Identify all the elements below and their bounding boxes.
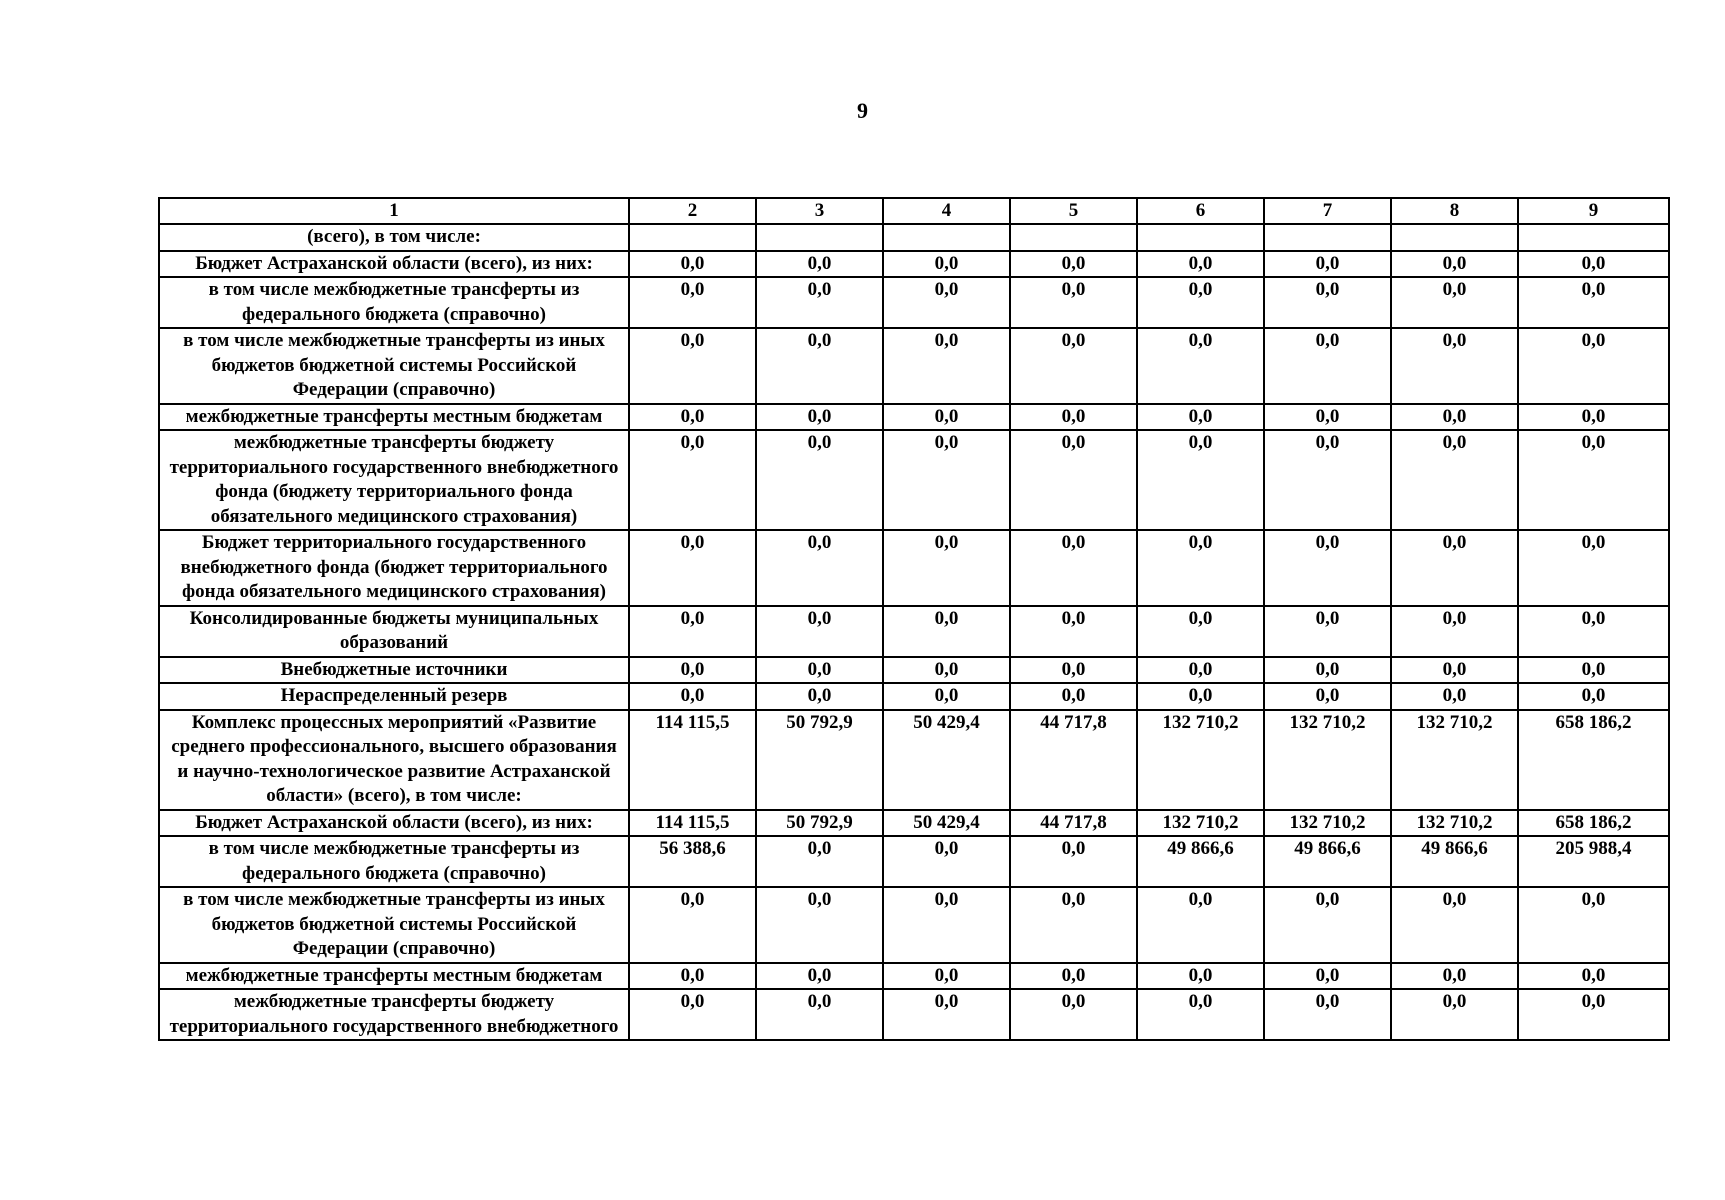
table-row bbox=[159, 404, 1669, 431]
value-cell: 205 988,4 bbox=[1518, 836, 1669, 887]
header-cell: 9 bbox=[1518, 198, 1669, 224]
value-cell: 0,0 bbox=[629, 606, 756, 657]
value-cell: 0,0 bbox=[1518, 404, 1669, 431]
value-cell: 50 429,4 bbox=[883, 810, 1010, 837]
value-cell: 0,0 bbox=[883, 989, 1010, 1040]
value-cell: 0,0 bbox=[883, 657, 1010, 684]
value-cell: 0,0 bbox=[629, 683, 756, 710]
header-cell: 6 bbox=[1137, 198, 1264, 224]
value-cell: 44 717,8 bbox=[1010, 810, 1137, 837]
value-cell: 0,0 bbox=[1010, 430, 1137, 530]
table-row bbox=[159, 430, 1669, 530]
row-label: Нераспределенный резерв bbox=[159, 683, 629, 710]
row-label: Бюджет Астраханской области (всего), из них: bbox=[159, 810, 629, 837]
header-cell: 3 bbox=[756, 198, 883, 224]
table-row bbox=[159, 683, 1669, 710]
value-cell: 0,0 bbox=[629, 404, 756, 431]
table-body bbox=[159, 224, 1669, 1040]
value-cell: 0,0 bbox=[1391, 989, 1518, 1040]
value-cell: 0,0 bbox=[1518, 328, 1669, 404]
table-row bbox=[159, 530, 1669, 606]
value-cell: 0,0 bbox=[1137, 530, 1264, 606]
row-label: Бюджет Астраханской области (всего), из них: bbox=[159, 251, 629, 278]
value-cell: 0,0 bbox=[1391, 404, 1518, 431]
value-cell: 0,0 bbox=[756, 328, 883, 404]
value-cell: 44 717,8 bbox=[1010, 710, 1137, 810]
value-cell: 0,0 bbox=[1264, 887, 1391, 963]
table-row bbox=[159, 657, 1669, 684]
row-label: Консолидированные бюджеты муниципальных образований bbox=[159, 606, 629, 657]
table-row bbox=[159, 810, 1669, 837]
value-cell bbox=[883, 224, 1010, 251]
value-cell bbox=[1264, 224, 1391, 251]
value-cell: 0,0 bbox=[1391, 963, 1518, 990]
header-cell: 4 bbox=[883, 198, 1010, 224]
value-cell: 0,0 bbox=[756, 530, 883, 606]
value-cell: 0,0 bbox=[756, 606, 883, 657]
row-label: межбюджетные трансферты бюджету территориального государственного внебюджетного фонда (бюджету территориального фонда обязательного медицинского страхования) bbox=[159, 430, 629, 530]
value-cell: 0,0 bbox=[883, 836, 1010, 887]
value-cell: 0,0 bbox=[1010, 963, 1137, 990]
header-cell: 1 bbox=[159, 198, 629, 224]
value-cell bbox=[629, 224, 756, 251]
value-cell: 0,0 bbox=[1391, 530, 1518, 606]
value-cell: 0,0 bbox=[1010, 251, 1137, 278]
value-cell: 0,0 bbox=[756, 277, 883, 328]
row-label: в том числе межбюджетные трансферты из иных бюджетов бюджетной системы Российской Федерации (справочно) bbox=[159, 328, 629, 404]
value-cell: 0,0 bbox=[1264, 277, 1391, 328]
table-row bbox=[159, 963, 1669, 990]
value-cell: 0,0 bbox=[1137, 404, 1264, 431]
value-cell: 0,0 bbox=[629, 530, 756, 606]
value-cell: 50 792,9 bbox=[756, 810, 883, 837]
value-cell: 0,0 bbox=[1264, 530, 1391, 606]
value-cell: 132 710,2 bbox=[1137, 810, 1264, 837]
value-cell: 0,0 bbox=[1391, 430, 1518, 530]
value-cell bbox=[756, 224, 883, 251]
value-cell: 0,0 bbox=[1518, 251, 1669, 278]
value-cell: 0,0 bbox=[1010, 657, 1137, 684]
value-cell: 0,0 bbox=[1010, 404, 1137, 431]
value-cell: 0,0 bbox=[1264, 657, 1391, 684]
row-label: Внебюджетные источники bbox=[159, 657, 629, 684]
value-cell: 0,0 bbox=[1264, 430, 1391, 530]
row-label: межбюджетные трансферты местным бюджетам bbox=[159, 963, 629, 990]
row-label: Бюджет территориального государственного внебюджетного фонда (бюджет территориального фонда обязательного медицинского страхования) bbox=[159, 530, 629, 606]
value-cell bbox=[1010, 224, 1137, 251]
value-cell: 0,0 bbox=[1264, 963, 1391, 990]
table-row bbox=[159, 328, 1669, 404]
value-cell: 0,0 bbox=[1137, 657, 1264, 684]
page-number: 9 bbox=[857, 98, 868, 123]
value-cell: 0,0 bbox=[1137, 887, 1264, 963]
value-cell: 49 866,6 bbox=[1264, 836, 1391, 887]
value-cell: 0,0 bbox=[1137, 277, 1264, 328]
value-cell: 0,0 bbox=[1518, 887, 1669, 963]
row-label: межбюджетные трансферты местным бюджетам bbox=[159, 404, 629, 431]
value-cell: 0,0 bbox=[1518, 657, 1669, 684]
value-cell: 0,0 bbox=[883, 251, 1010, 278]
row-label: в том числе межбюджетные трансферты из федерального бюджета (справочно) bbox=[159, 836, 629, 887]
value-cell: 0,0 bbox=[1518, 606, 1669, 657]
row-label: (всего), в том числе: bbox=[159, 224, 629, 251]
value-cell: 0,0 bbox=[629, 963, 756, 990]
value-cell: 0,0 bbox=[1518, 430, 1669, 530]
value-cell: 0,0 bbox=[883, 328, 1010, 404]
table-row bbox=[159, 277, 1669, 328]
value-cell: 0,0 bbox=[1391, 606, 1518, 657]
value-cell: 0,0 bbox=[883, 963, 1010, 990]
value-cell: 0,0 bbox=[629, 657, 756, 684]
value-cell: 50 429,4 bbox=[883, 710, 1010, 810]
value-cell: 132 710,2 bbox=[1391, 710, 1518, 810]
table-row bbox=[159, 251, 1669, 278]
value-cell: 0,0 bbox=[1264, 251, 1391, 278]
value-cell bbox=[1137, 224, 1264, 251]
value-cell: 658 186,2 bbox=[1518, 710, 1669, 810]
value-cell: 132 710,2 bbox=[1391, 810, 1518, 837]
value-cell: 56 388,6 bbox=[629, 836, 756, 887]
value-cell: 0,0 bbox=[1137, 328, 1264, 404]
header-row bbox=[159, 198, 1669, 224]
value-cell: 0,0 bbox=[1391, 277, 1518, 328]
value-cell: 0,0 bbox=[1264, 683, 1391, 710]
value-cell: 0,0 bbox=[1010, 328, 1137, 404]
value-cell: 0,0 bbox=[1518, 989, 1669, 1040]
value-cell: 0,0 bbox=[883, 430, 1010, 530]
value-cell: 114 115,5 bbox=[629, 710, 756, 810]
header-cell: 5 bbox=[1010, 198, 1137, 224]
header-cell: 7 bbox=[1264, 198, 1391, 224]
header-cell: 2 bbox=[629, 198, 756, 224]
value-cell: 114 115,5 bbox=[629, 810, 756, 837]
table-row bbox=[159, 836, 1669, 887]
value-cell: 0,0 bbox=[629, 887, 756, 963]
value-cell: 0,0 bbox=[883, 404, 1010, 431]
value-cell: 0,0 bbox=[1518, 277, 1669, 328]
value-cell: 132 710,2 bbox=[1137, 710, 1264, 810]
table-row bbox=[159, 887, 1669, 963]
value-cell: 0,0 bbox=[883, 530, 1010, 606]
value-cell: 0,0 bbox=[883, 606, 1010, 657]
value-cell: 0,0 bbox=[1010, 887, 1137, 963]
value-cell: 0,0 bbox=[1010, 683, 1137, 710]
value-cell bbox=[1391, 224, 1518, 251]
value-cell: 0,0 bbox=[629, 989, 756, 1040]
table-row bbox=[159, 710, 1669, 810]
value-cell: 49 866,6 bbox=[1391, 836, 1518, 887]
value-cell: 0,0 bbox=[1137, 430, 1264, 530]
value-cell: 0,0 bbox=[1518, 683, 1669, 710]
value-cell: 132 710,2 bbox=[1264, 710, 1391, 810]
value-cell: 0,0 bbox=[1391, 328, 1518, 404]
value-cell: 0,0 bbox=[756, 836, 883, 887]
value-cell: 0,0 bbox=[1264, 989, 1391, 1040]
value-cell: 0,0 bbox=[1137, 989, 1264, 1040]
value-cell: 0,0 bbox=[1391, 683, 1518, 710]
value-cell bbox=[1518, 224, 1669, 251]
value-cell: 0,0 bbox=[756, 404, 883, 431]
value-cell: 0,0 bbox=[629, 328, 756, 404]
value-cell: 0,0 bbox=[756, 657, 883, 684]
table-row bbox=[159, 606, 1669, 657]
value-cell: 0,0 bbox=[1010, 606, 1137, 657]
value-cell: 0,0 bbox=[1391, 887, 1518, 963]
value-cell: 0,0 bbox=[1391, 657, 1518, 684]
row-label: межбюджетные трансферты бюджету территориального государственного внебюджетного bbox=[159, 989, 629, 1040]
value-cell: 0,0 bbox=[1391, 251, 1518, 278]
value-cell: 0,0 bbox=[756, 887, 883, 963]
value-cell: 0,0 bbox=[756, 989, 883, 1040]
value-cell: 0,0 bbox=[1010, 530, 1137, 606]
value-cell: 0,0 bbox=[1264, 404, 1391, 431]
value-cell: 0,0 bbox=[1264, 606, 1391, 657]
table-row bbox=[159, 224, 1669, 251]
value-cell: 50 792,9 bbox=[756, 710, 883, 810]
value-cell: 0,0 bbox=[1010, 836, 1137, 887]
value-cell: 658 186,2 bbox=[1518, 810, 1669, 837]
value-cell: 0,0 bbox=[1137, 251, 1264, 278]
value-cell: 132 710,2 bbox=[1264, 810, 1391, 837]
value-cell: 0,0 bbox=[756, 963, 883, 990]
value-cell: 0,0 bbox=[1137, 683, 1264, 710]
value-cell: 0,0 bbox=[1010, 989, 1137, 1040]
value-cell: 0,0 bbox=[883, 683, 1010, 710]
value-cell: 0,0 bbox=[1264, 328, 1391, 404]
value-cell: 0,0 bbox=[629, 251, 756, 278]
row-label: в том числе межбюджетные трансферты из иных бюджетов бюджетной системы Российской Федерации (справочно) bbox=[159, 887, 629, 963]
budget-table bbox=[158, 197, 1670, 1041]
row-label: Комплекс процессных мероприятий «Развитие среднего профессионального, высшего образования и научно-технологическое развитие Астраханской области» (всего), в том числе: bbox=[159, 710, 629, 810]
value-cell: 0,0 bbox=[756, 251, 883, 278]
value-cell: 0,0 bbox=[629, 430, 756, 530]
value-cell: 0,0 bbox=[756, 430, 883, 530]
value-cell: 0,0 bbox=[1010, 277, 1137, 328]
value-cell: 0,0 bbox=[629, 277, 756, 328]
value-cell: 0,0 bbox=[1137, 606, 1264, 657]
value-cell: 0,0 bbox=[1518, 963, 1669, 990]
row-label: в том числе межбюджетные трансферты из федерального бюджета (справочно) bbox=[159, 277, 629, 328]
value-cell: 0,0 bbox=[1518, 530, 1669, 606]
value-cell: 0,0 bbox=[883, 887, 1010, 963]
value-cell: 0,0 bbox=[756, 683, 883, 710]
table-row bbox=[159, 989, 1669, 1040]
value-cell: 0,0 bbox=[883, 277, 1010, 328]
value-cell: 0,0 bbox=[1137, 963, 1264, 990]
value-cell: 49 866,6 bbox=[1137, 836, 1264, 887]
header-cell: 8 bbox=[1391, 198, 1518, 224]
